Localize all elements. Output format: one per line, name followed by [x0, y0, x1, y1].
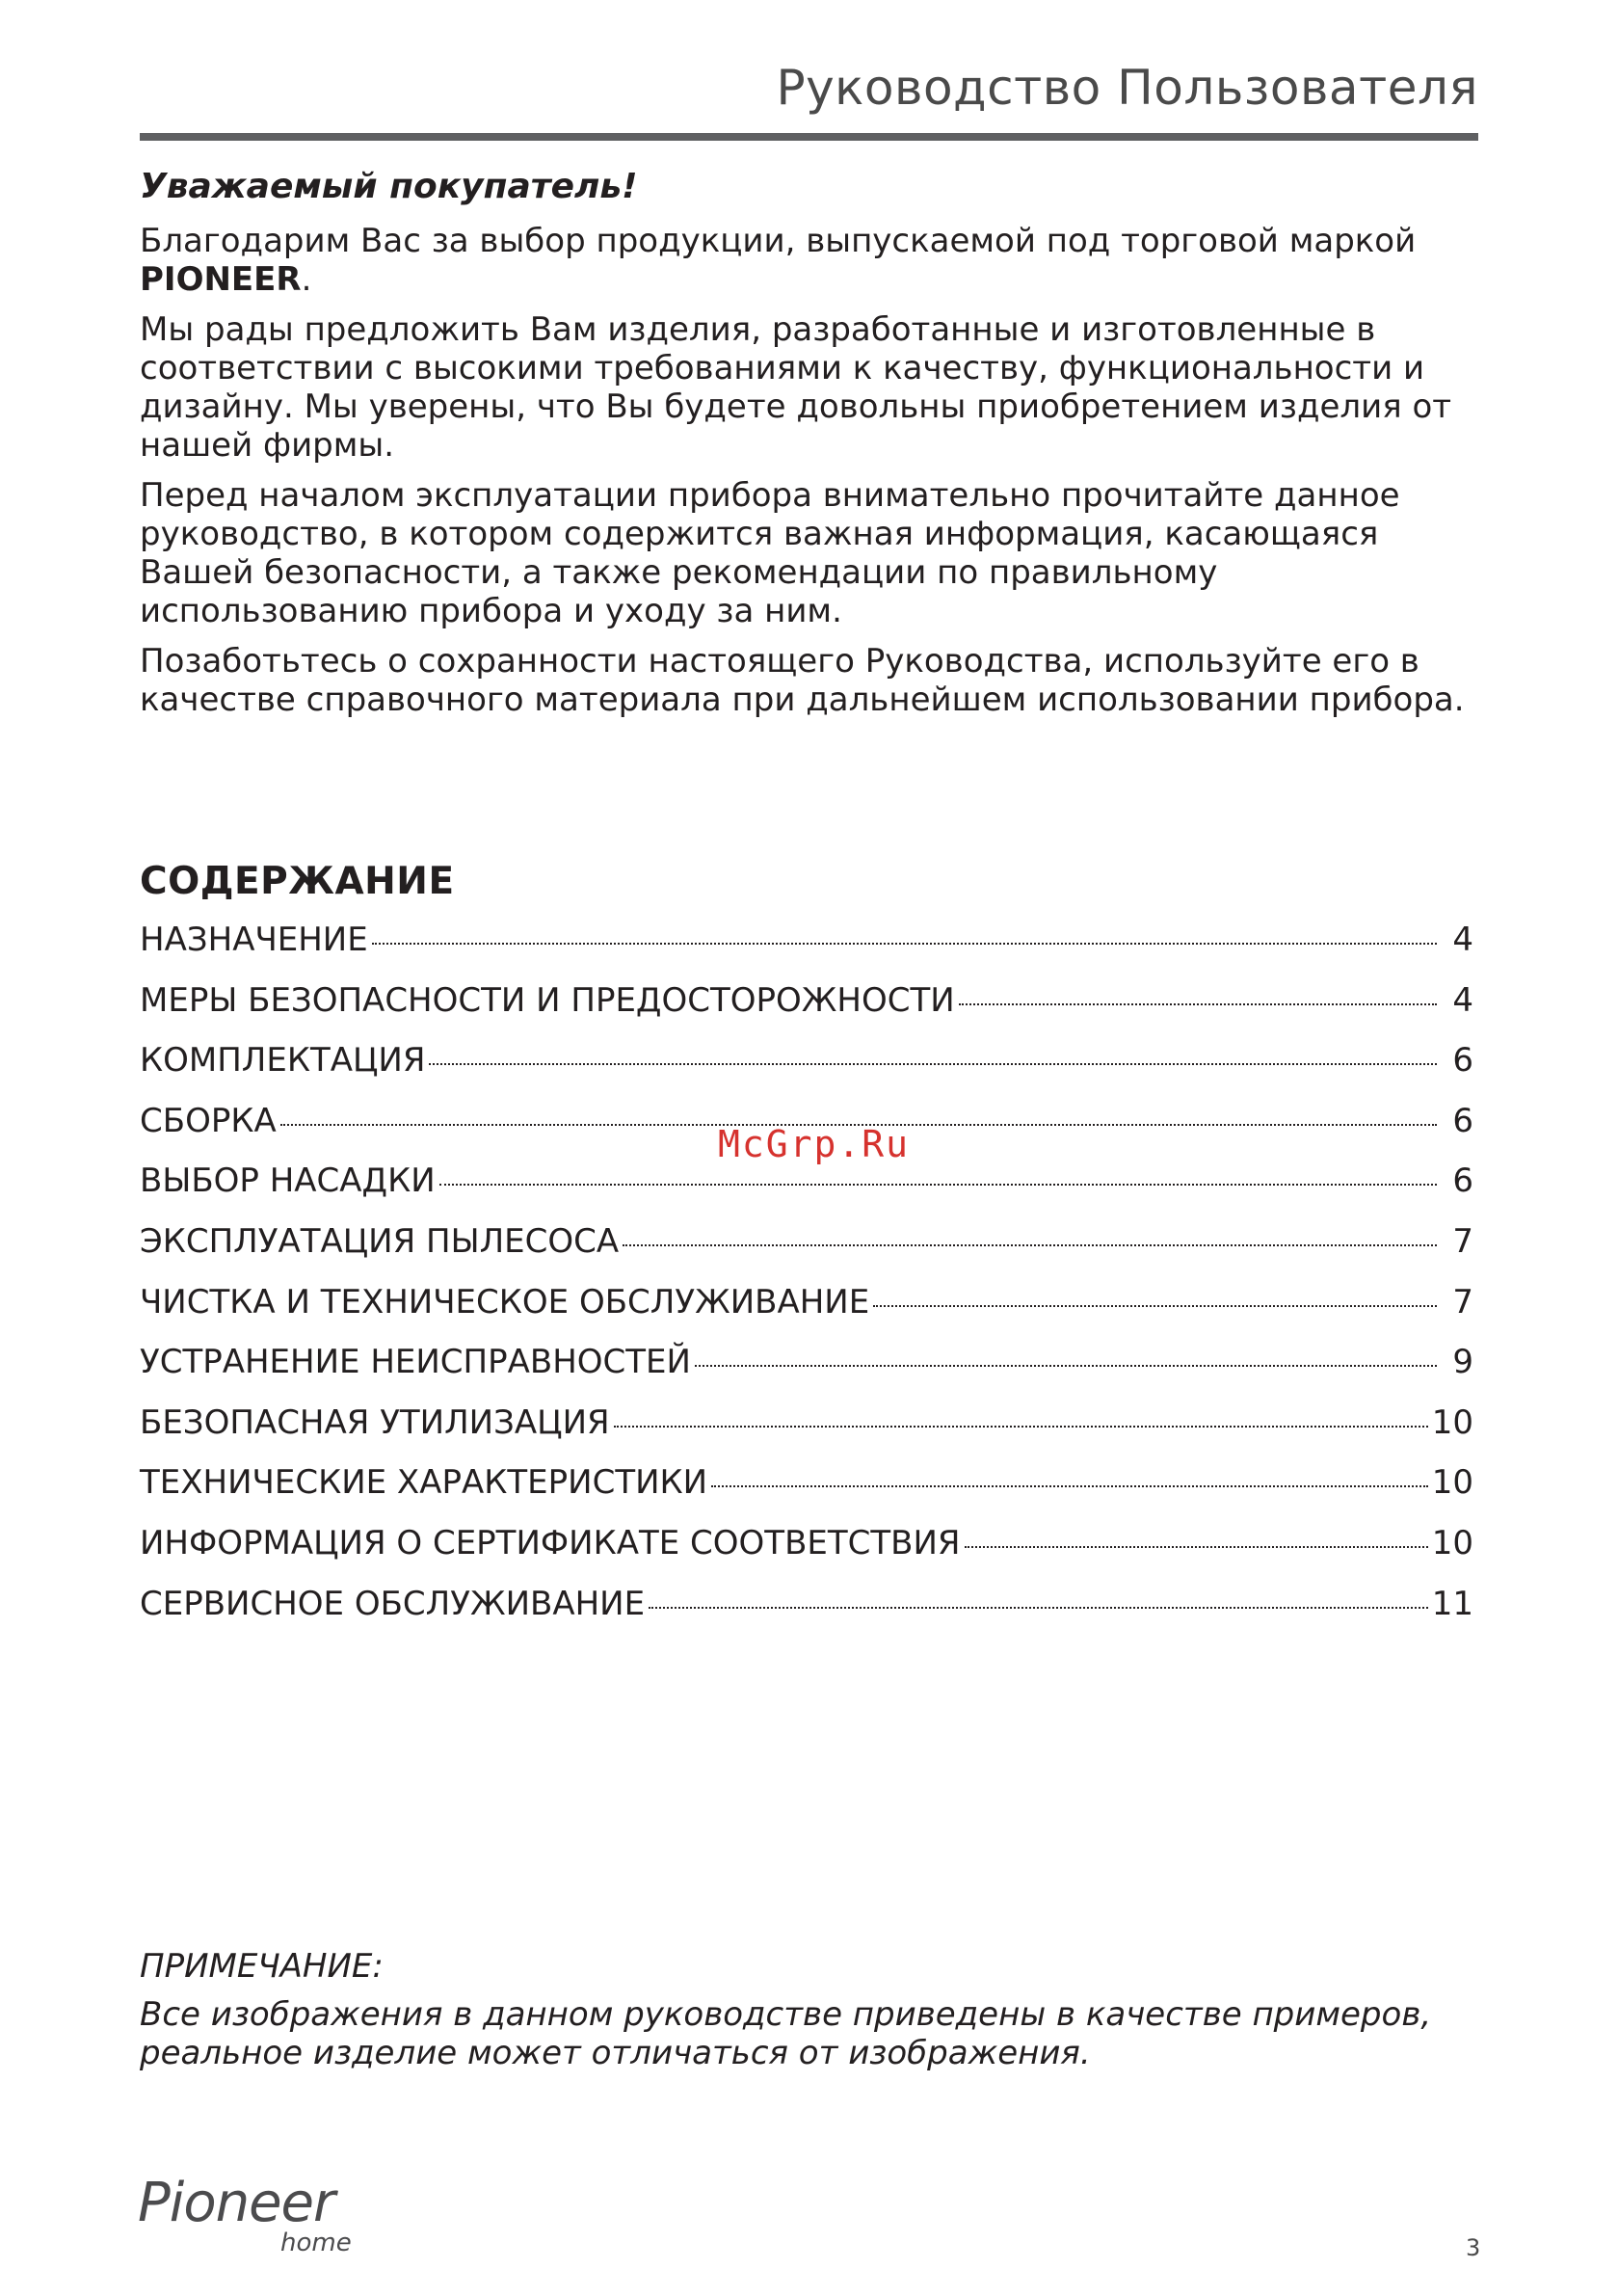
toc-entry[interactable]: [140, 1463, 1473, 1524]
intro-paragraph-1: [140, 222, 1484, 299]
toc-entry[interactable]: [140, 1585, 1473, 1645]
toc-entry-page: 10: [1431, 1402, 1473, 1442]
toc-leader-dots: [711, 1484, 1428, 1487]
toc-entry-page: 4: [1452, 980, 1473, 1020]
table-of-contents: [140, 921, 1473, 1644]
toc-entry-label: ТЕХНИЧЕСКИЕ ХАРАКТЕРИСТИКИ: [140, 1463, 708, 1503]
intro-paragraph-4: Позаботьтесь о сохранности настоящего Руководства, используйте его в качестве справочного материала при дальнейшем использовании прибора.: [140, 642, 1465, 719]
pioneer-logo: [138, 2172, 359, 2261]
brand-name: PIONEER: [140, 260, 302, 299]
note-section: [140, 1947, 1489, 2072]
toc-entry-label: УСТРАНЕНИЕ НЕИСПРАВНОСТЕЙ: [140, 1343, 691, 1382]
toc-entry[interactable]: [140, 1524, 1473, 1585]
toc-entry[interactable]: [140, 1283, 1473, 1344]
toc-entry-page: 11: [1431, 1584, 1473, 1623]
toc-leader-dots: [623, 1243, 1437, 1246]
toc-entry[interactable]: [140, 921, 1473, 981]
watermark: McGrp.Ru: [718, 1123, 911, 1165]
toc-entry-label: МЕРЫ БЕЗОПАСНОСТИ И ПРЕДОСТОРОЖНОСТИ: [140, 980, 955, 1020]
toc-leader-dots: [873, 1304, 1437, 1307]
toc-entry[interactable]: [140, 981, 1473, 1042]
toc-entry-page: 6: [1452, 1161, 1473, 1201]
toc-entry-page: 6: [1452, 1101, 1473, 1140]
intro-section: [140, 166, 1484, 731]
toc-entry-label: БЕЗОПАСНАЯ УТИЛИЗАЦИЯ: [140, 1402, 610, 1442]
toc-entry-label: ИНФОРМАЦИЯ О СЕРТИФИКАТЕ СООТВЕТСТВИЯ: [140, 1523, 961, 1562]
toc-leader-dots: [429, 1062, 1437, 1065]
toc-entry-label: СБОРКА: [140, 1101, 277, 1140]
toc-leader-dots: [649, 1606, 1428, 1609]
toc-entry-page: 7: [1452, 1221, 1473, 1261]
toc-entry-page: 4: [1452, 921, 1473, 959]
document-header-title: Руководство Пользователя: [776, 60, 1478, 116]
note-title: ПРИМЕЧАНИЕ:: [140, 1947, 384, 1986]
toc-entry-page: 7: [1452, 1282, 1473, 1322]
intro-paragraph-2: Мы рады предложить Вам изделия, разработанные и изготовленные в соответствии с высокими требованиями к качеству, функциональности и дизайну. Мы уверены, что Вы будете довольны приобретением изделия от нашей фирмы.: [140, 310, 1452, 465]
toc-entry-label: НАЗНАЧЕНИЕ: [140, 921, 368, 959]
toc-entry[interactable]: [140, 1222, 1473, 1283]
intro-p1-text: Благодарим Вас за выбор продукции, выпускаемой под торговой маркой: [140, 222, 1417, 260]
page-number: 3: [1466, 2234, 1481, 2261]
toc-entry-page: 6: [1452, 1041, 1473, 1081]
logo-subtext: home: [280, 2229, 352, 2257]
toc-entry-label: КОМПЛЕКТАЦИЯ: [140, 1041, 426, 1081]
note-text: Все изображения в данном руководстве приведены в качестве примеров, реальное изделие может отличаться от изображения.: [140, 1995, 1432, 2072]
toc-leader-dots: [372, 942, 1437, 945]
toc-entry[interactable]: [140, 1161, 1473, 1222]
toc-entry-label: СЕРВИСНОЕ ОБСЛУЖИВАНИЕ: [140, 1584, 646, 1623]
toc-entry-page: 10: [1431, 1523, 1473, 1562]
intro-p1-end: .: [301, 260, 312, 299]
logo-wordmark: Pioneer: [138, 2172, 335, 2234]
toc-entry-page: 9: [1452, 1343, 1473, 1382]
toc-entry[interactable]: [140, 1041, 1473, 1102]
greeting-heading: Уважаемый покупатель!: [140, 167, 638, 206]
toc-leader-dots: [695, 1364, 1437, 1367]
toc-entry[interactable]: [140, 1403, 1473, 1464]
toc-leader-dots: [965, 1545, 1428, 1548]
toc-leader-dots: [614, 1425, 1428, 1428]
toc-heading: СОДЕРЖАНИЕ: [140, 860, 455, 903]
header-divider: [140, 133, 1478, 141]
toc-entry-label: ВЫБОР НАСАДКИ: [140, 1161, 436, 1201]
toc-entry-label: ЭКСПЛУАТАЦИЯ ПЫЛЕСОСА: [140, 1221, 620, 1261]
toc-entry-page: 10: [1431, 1463, 1473, 1503]
intro-paragraph-3: Перед началом эксплуатации прибора внимательно прочитайте данное руководство, в котором содержится важная информация, касающаяся Вашей безопасности, а также рекомендации по правильному использованию прибора и уходу за ним.: [140, 476, 1400, 630]
toc-entry-label: ЧИСТКА И ТЕХНИЧЕСКОЕ ОБСЛУЖИВАНИЕ: [140, 1282, 870, 1322]
toc-entry[interactable]: [140, 1343, 1473, 1403]
toc-leader-dots: [959, 1002, 1437, 1005]
toc-leader-dots: [439, 1183, 1437, 1186]
